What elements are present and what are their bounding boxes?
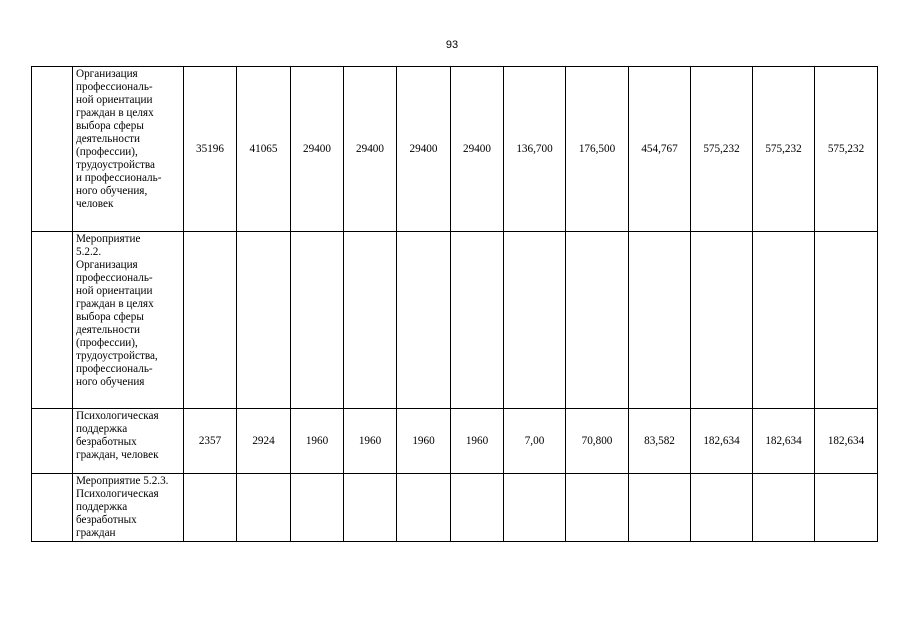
value-cell: 176,500 — [566, 67, 629, 232]
value-cell: 1960 — [344, 409, 397, 474]
value-cell: 41065 — [237, 67, 291, 232]
value-cell: 575,232 — [691, 67, 753, 232]
value-cell — [504, 232, 566, 409]
value-cell: 575,232 — [753, 67, 815, 232]
data-table — [31, 66, 878, 542]
value-cell — [566, 474, 629, 542]
row-name-cell: Психологическая поддержка безработных граждан, человек — [73, 409, 184, 474]
row-name-cell: Мероприятие 5.2.3. Психологическая поддержка безработных граждан — [73, 474, 184, 542]
table-row — [32, 232, 878, 409]
row-index-cell — [32, 409, 73, 474]
value-cell: 182,634 — [753, 409, 815, 474]
value-cell — [451, 232, 504, 409]
page-number: 93 — [445, 39, 459, 51]
value-cell: 1960 — [397, 409, 451, 474]
value-cell — [184, 232, 237, 409]
value-cell — [291, 232, 344, 409]
value-cell — [451, 474, 504, 542]
value-cell: 2357 — [184, 409, 237, 474]
value-cell — [397, 474, 451, 542]
value-cell — [629, 232, 691, 409]
value-cell — [344, 232, 397, 409]
value-cell — [691, 474, 753, 542]
value-cell: 29400 — [451, 67, 504, 232]
value-cell: 83,582 — [629, 409, 691, 474]
value-cell — [237, 474, 291, 542]
value-cell: 29400 — [291, 67, 344, 232]
value-cell — [504, 474, 566, 542]
value-cell: 182,634 — [691, 409, 753, 474]
value-cell — [753, 232, 815, 409]
value-cell — [815, 232, 878, 409]
value-cell: 454,767 — [629, 67, 691, 232]
value-cell — [566, 232, 629, 409]
row-index-cell — [32, 474, 73, 542]
value-cell: 1960 — [451, 409, 504, 474]
value-cell — [291, 474, 344, 542]
value-cell: 182,634 — [815, 409, 878, 474]
table-row — [32, 67, 878, 232]
value-cell: 2924 — [237, 409, 291, 474]
row-index-cell — [32, 232, 73, 409]
value-cell: 29400 — [397, 67, 451, 232]
value-cell — [691, 232, 753, 409]
value-cell — [344, 474, 397, 542]
value-cell: 575,232 — [815, 67, 878, 232]
value-cell: 136,700 — [504, 67, 566, 232]
value-cell — [397, 232, 451, 409]
table-row — [32, 474, 878, 542]
value-cell: 7,00 — [504, 409, 566, 474]
value-cell: 1960 — [291, 409, 344, 474]
table-row — [32, 409, 878, 474]
value-cell — [815, 474, 878, 542]
value-cell — [629, 474, 691, 542]
value-cell — [184, 474, 237, 542]
value-cell — [237, 232, 291, 409]
row-name-cell: Мероприятие 5.2.2. Организация профессиональ- ной ориентации граждан в целях выбора сферы деятельности (профессии), трудоустройства, профессиональ- ного обучения — [73, 232, 184, 409]
value-cell: 70,800 — [566, 409, 629, 474]
row-index-cell — [32, 67, 73, 232]
value-cell: 29400 — [344, 67, 397, 232]
value-cell: 35196 — [184, 67, 237, 232]
value-cell — [753, 474, 815, 542]
row-name-cell: Организация профессиональ- ной ориентации граждан в целях выбора сферы деятельности (профессии), трудоустройства и профессиональ- ного обучения, человек — [73, 67, 184, 232]
